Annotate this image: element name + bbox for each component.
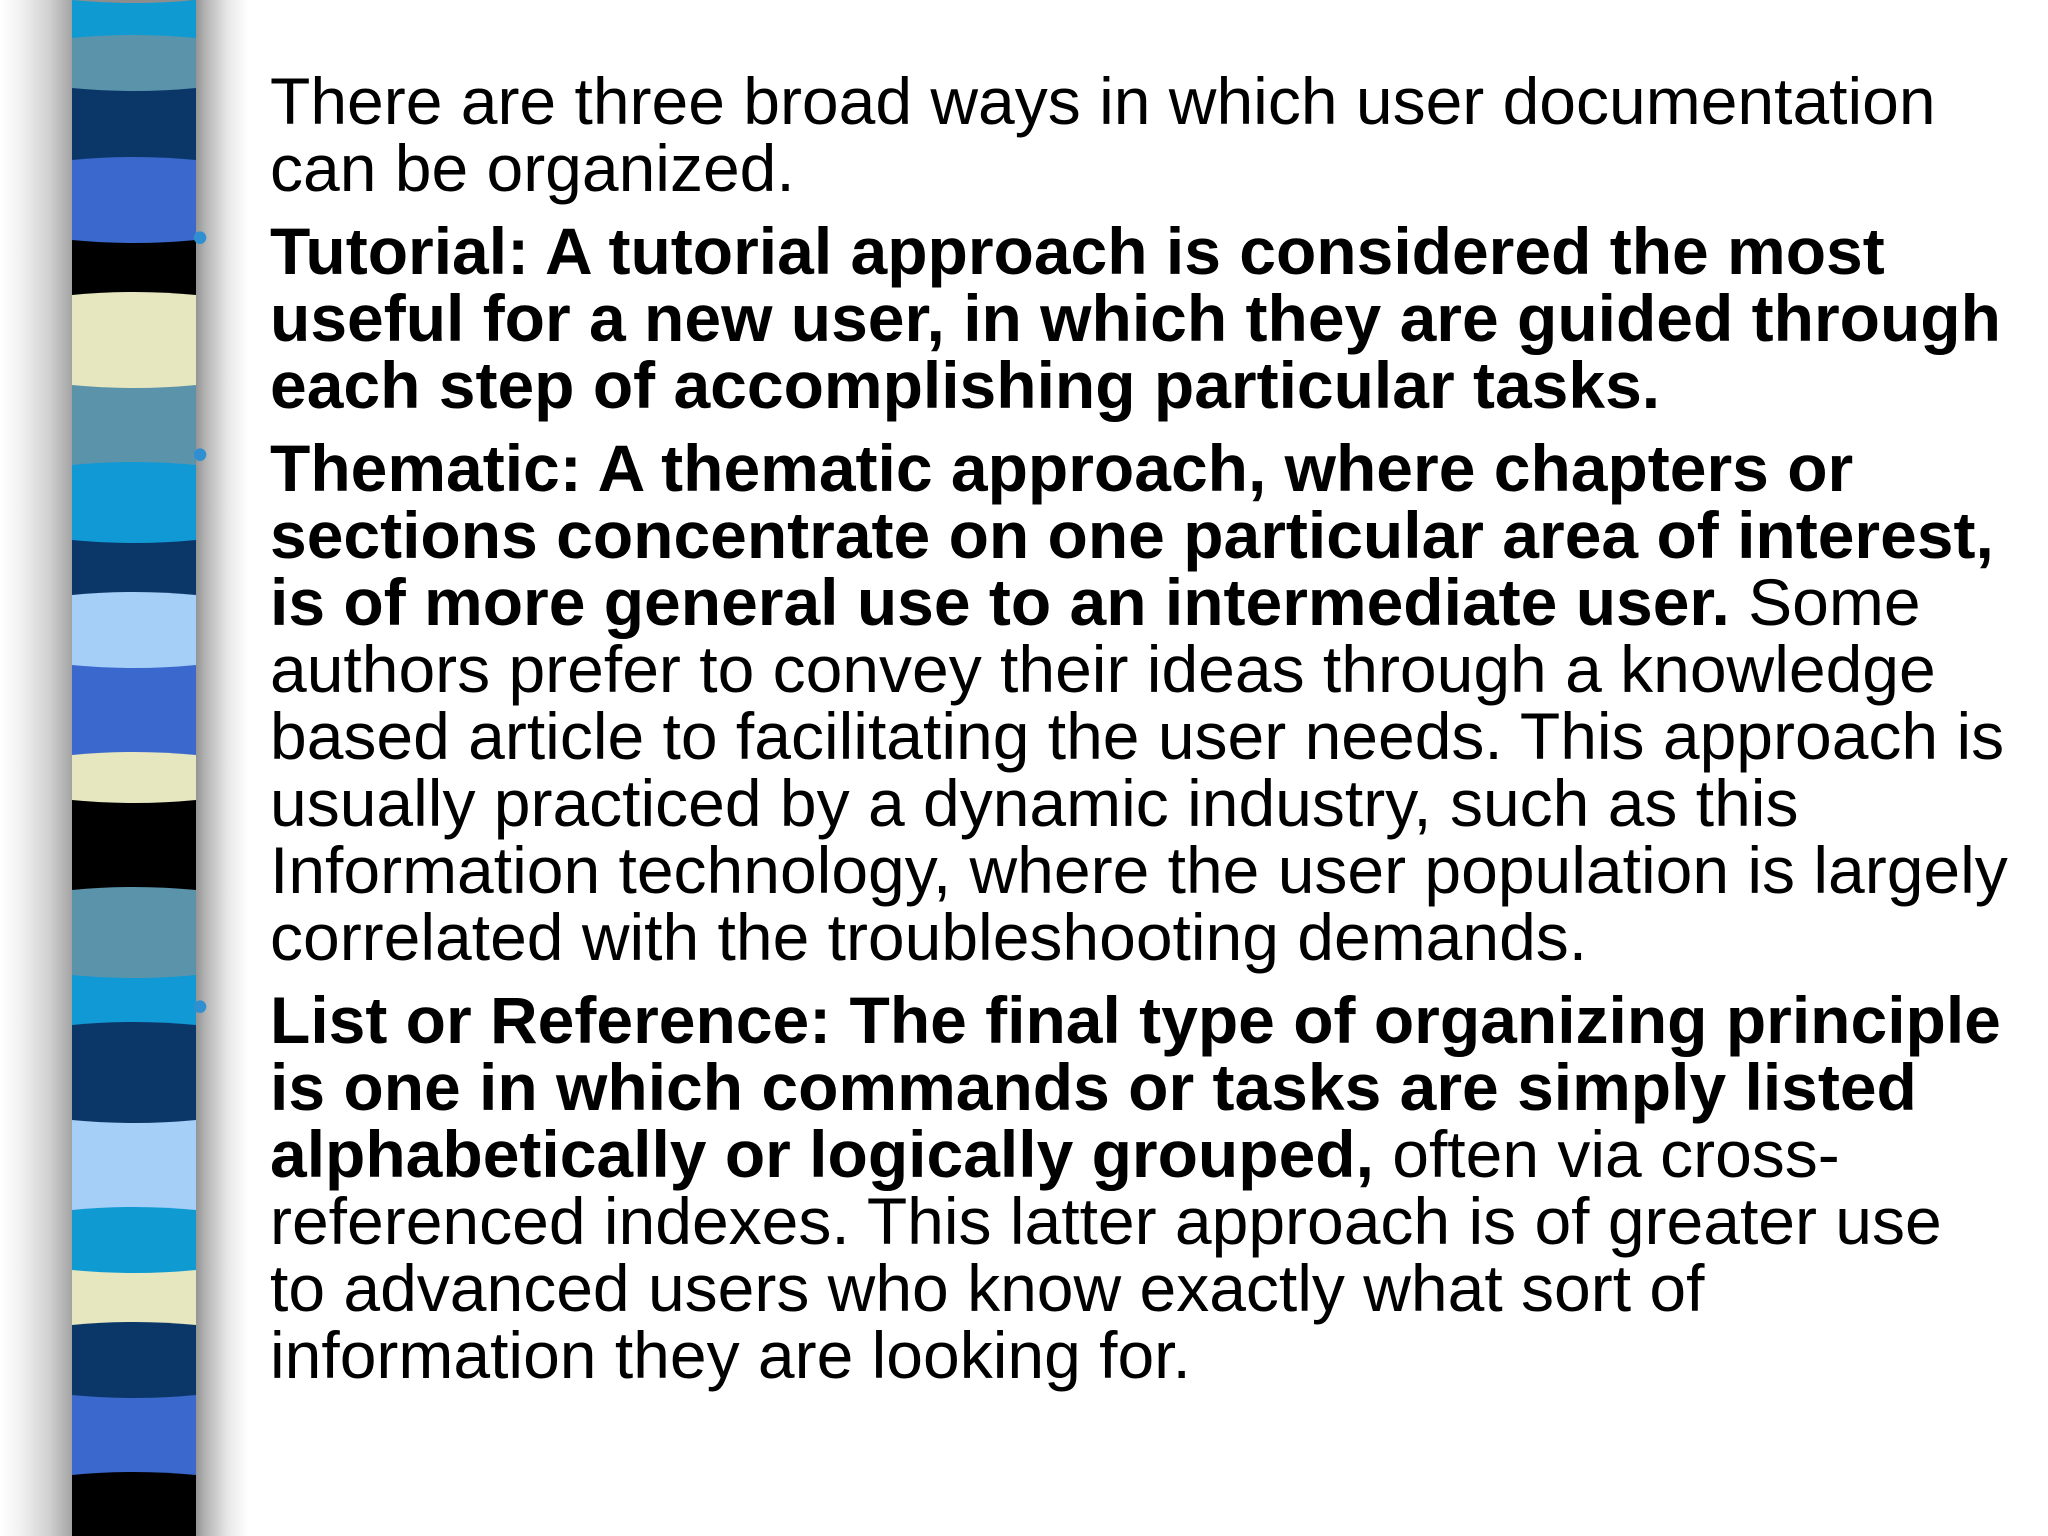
stripe-band: [72, 35, 196, 93]
decorative-stripe-column: [72, 0, 196, 1536]
stripe-band: [72, 592, 196, 670]
bullet-bold-text: List or Reference: The final type of organizing principle is one in which commands or tasks are simply listed alphabetically or logically grouped,: [270, 983, 2001, 1191]
bullet-normal-text: often via cross-referenced indexes. This latter approach is of greater use to advanced users who know exactly what sort of information they are looking for.: [270, 1117, 1942, 1392]
stripe-band: [72, 157, 196, 245]
bullet-dot-icon: •: [192, 428, 209, 480]
bullet-text: [270, 983, 2015, 1392]
bullet-dot-icon: •: [192, 980, 209, 1032]
stripe-band: [72, 1270, 196, 1327]
bullet-normal-text: Some authors prefer to convey their ideas through a knowledge based article to facilitating the user needs. This approach is usually practiced by a dynamic industry, such as this Information technology, where the user population is largely correlated with the troubleshooting demands.: [270, 565, 2008, 974]
intro-text: There are three broad ways in which user documentation can be organized.: [270, 64, 1936, 205]
bullet-item-list-reference: [192, 980, 2015, 1392]
stripe-band: [72, 1322, 196, 1400]
bullet-bold-text: Thematic: A thematic approach, where chapters or sections concentrate on one particular area of interest, is of more general use to an intermediate user.: [270, 431, 1994, 639]
stripe-pattern: [72, 0, 196, 1536]
stripe-band: [72, 0, 196, 40]
bullet-text: [270, 431, 2015, 974]
stripe-band: [72, 1022, 196, 1125]
bullet-item-thematic: [192, 428, 2015, 974]
bullet-bold-text: Tutorial: A tutorial approach is considered the most useful for a new user, in which they are guided through each step of accomplishing particular tasks.: [270, 214, 2001, 422]
stripe-band: [72, 462, 196, 545]
stripe-band: [72, 88, 196, 162]
stripe-band: [72, 385, 196, 467]
stripe-band: [72, 1472, 196, 1536]
bullet-item-tutorial: [192, 211, 2015, 422]
stripe-band: [72, 292, 196, 395]
bullet-dot-icon: •: [192, 211, 209, 263]
stripe-band: [72, 240, 196, 297]
stripe-band: [72, 887, 196, 980]
stripe-band: [72, 665, 196, 757]
bullet-text: [270, 214, 2015, 422]
stripe-band: [72, 975, 196, 1027]
stripe-band: [72, 1120, 196, 1212]
stripe-band: [72, 1395, 196, 1477]
stripe-band: [72, 1207, 196, 1275]
stripe-band: [72, 752, 196, 805]
stripe-band: [72, 540, 196, 597]
slide-content: [192, 64, 2015, 1405]
stripe-band: [72, 800, 196, 892]
